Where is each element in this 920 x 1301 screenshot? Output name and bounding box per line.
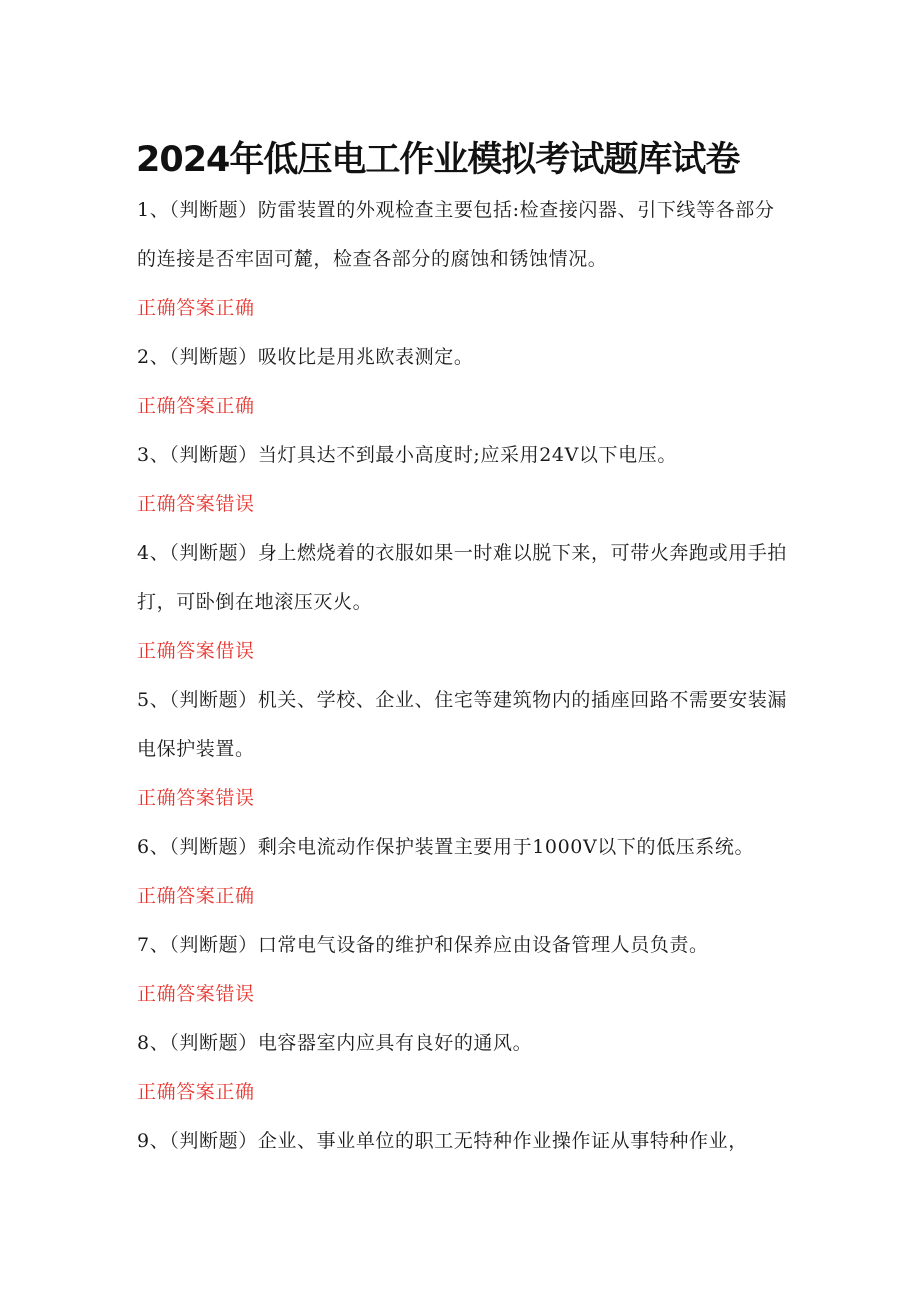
question-text (137, 186, 787, 284)
answer-value: 正确 (215, 297, 255, 319)
answer-prefix: 正确答案 (137, 787, 216, 809)
answer-prefix: 正确答案 (137, 983, 216, 1005)
answer-prefix: 正确答案 (137, 885, 216, 907)
answer-line (137, 774, 787, 823)
answer-value: 错误 (215, 983, 255, 1005)
question-body: 企业、事业单位的职工无特种作业操作证从事特种作业， (257, 1130, 748, 1152)
question-type: （判断题） (169, 689, 258, 711)
question-number: 3、 (137, 444, 170, 466)
question-number: 8、 (137, 1032, 170, 1054)
question-item (137, 431, 787, 529)
answer-prefix: 正确答案 (137, 1081, 216, 1103)
answer-value: 正确 (215, 1081, 255, 1103)
question-type: （判断题） (169, 199, 258, 221)
question-text (137, 333, 787, 382)
answer-line (137, 480, 787, 529)
question-text (137, 921, 787, 970)
answer-line (137, 382, 787, 431)
question-type: （判断题） (169, 836, 258, 858)
question-text (137, 529, 787, 627)
question-body: 防雷装置的外观检查主要包括:检查接闪器、引下线等各部分的连接是否牢固可麓，检查各部分的腐蚀和锈蚀情况。 (137, 199, 775, 270)
question-text (137, 1117, 787, 1166)
question-item (137, 186, 787, 333)
question-type: （判断题） (169, 542, 258, 564)
question-body: 口常电气设备的维护和保养应由设备管理人员负责。 (257, 934, 709, 956)
question-text (137, 431, 787, 480)
question-number: 6、 (137, 836, 170, 858)
question-body: 当灯具达不到最小高度时;应采用24V以下电压。 (257, 444, 677, 466)
answer-value: 借误 (215, 640, 255, 662)
question-list (137, 186, 787, 1166)
answer-line (137, 284, 787, 333)
question-type: （判断题） (169, 1032, 258, 1054)
question-number: 9、 (137, 1130, 170, 1152)
answer-line (137, 970, 787, 1019)
question-number: 1、 (137, 199, 170, 221)
answer-value: 正确 (215, 885, 255, 907)
question-number: 2、 (137, 346, 170, 368)
answer-prefix: 正确答案 (137, 297, 216, 319)
question-type: （判断题） (169, 444, 258, 466)
question-item (137, 921, 787, 1019)
answer-line (137, 627, 787, 676)
question-body: 身上燃烧着的衣服如果一时难以脱下来，可带火奔跑或用手拍打，可卧倒在地滚压灭火。 (137, 542, 788, 613)
question-number: 4、 (137, 542, 170, 564)
question-number: 7、 (137, 934, 170, 956)
question-body: 剩余电流动作保护装置主要用于1000V以下的低压系统。 (257, 836, 755, 858)
question-item (137, 529, 787, 676)
question-text (137, 823, 787, 872)
document-title: 2024年低压电工作业模拟考试题库试卷 (136, 140, 740, 181)
answer-line (137, 872, 787, 921)
question-body: 吸收比是用兆欧表测定。 (257, 346, 474, 368)
question-body: 电容器室内应具有良好的通风。 (257, 1032, 533, 1054)
question-text (137, 676, 787, 774)
question-item (137, 676, 787, 823)
answer-prefix: 正确答案 (137, 395, 216, 417)
answer-line (137, 1068, 787, 1117)
answer-prefix: 正确答案 (137, 640, 216, 662)
answer-value: 错误 (215, 493, 255, 515)
question-body: 机关、学校、企业、住宅等建筑物内的插座回路不需要安装漏电保护装置。 (137, 689, 788, 760)
question-type: （判断题） (169, 346, 258, 368)
question-number: 5、 (137, 689, 170, 711)
answer-prefix: 正确答案 (137, 493, 216, 515)
question-item (137, 333, 787, 431)
question-type: （判断题） (169, 934, 258, 956)
answer-value: 正确 (215, 395, 255, 417)
question-item (137, 823, 787, 921)
question-type: （判断题） (169, 1130, 258, 1152)
answer-value: 错误 (215, 787, 255, 809)
question-item (137, 1019, 787, 1117)
question-item (137, 1117, 787, 1166)
question-text (137, 1019, 787, 1068)
